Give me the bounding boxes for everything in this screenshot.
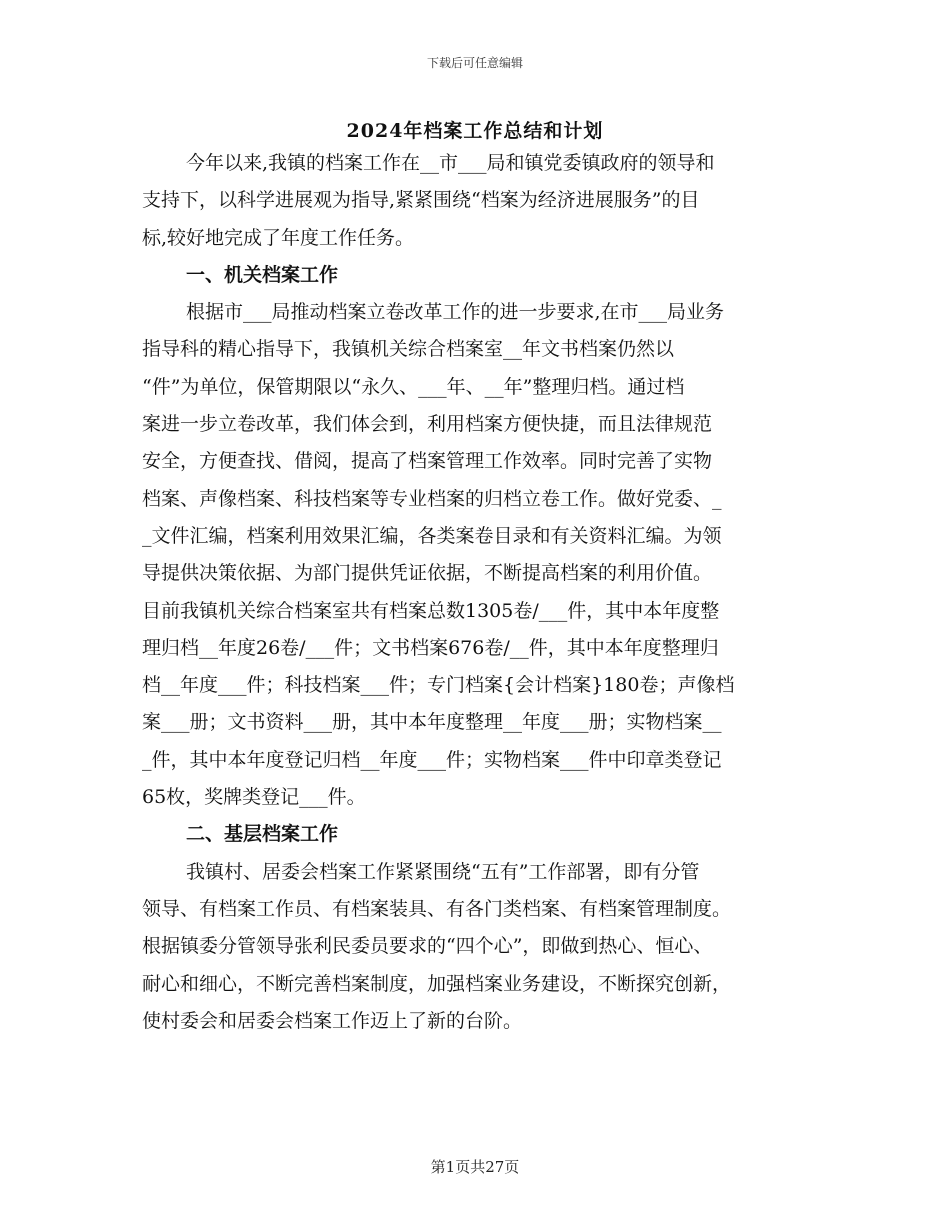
section1-line: 安全，方便查找、借阅，提高了档案管理工作效率。同时完善了实物 xyxy=(142,450,713,473)
section1-line: 根据市___局推动档案立卷改革工作的进一步要求,在市___局业务 xyxy=(186,301,725,324)
section1-line: 案进一步立卷改革，我们体会到，利用档案方便快捷，而且法律规范 xyxy=(142,413,713,436)
section1-line: 案___册；文书资料___册，其中本年度整理__年度___册；实物档案__ xyxy=(142,711,722,734)
intro-line: 标,较好地完成了年度工作任务。 xyxy=(142,226,415,249)
page-footer: 第1页共27页 xyxy=(430,1158,520,1176)
document-title: 2024年档案工作总结和计划 xyxy=(346,120,604,142)
section1-line: 导提供决策依据、为部门提供凭证依据，不断提高档案的利用价值。 xyxy=(142,562,713,585)
section1-line: 档案、声像档案、科技档案等专业档案的归档立卷工作。做好党委、_ xyxy=(142,487,722,510)
section2-line: 根据镇委分管领导张利民委员要求的“四个心”，即做到热心、恒心、 xyxy=(142,935,713,958)
section2-line: 使村委会和居委会档案工作迈上了新的台阶。 xyxy=(142,1009,523,1032)
intro-line: 今年以来,我镇的档案工作在__市___局和镇党委镇政府的领导和 xyxy=(186,152,715,174)
section1-line: 目前我镇机关综合档案室共有档案总数1305卷/___件，其中本年度整 xyxy=(142,599,720,622)
document-body xyxy=(142,145,810,1040)
section1-line: _件，其中本年度登记归档__年度___件；实物档案___件中印章类登记 xyxy=(142,748,722,771)
section2-line: 领导、有档案工作员、有档案装具、有各门类档案、有档案管理制度。 xyxy=(142,897,732,920)
section1-line: 65枚，奖牌类登记___件。 xyxy=(142,786,366,809)
intro-line: 支持下，以科学进展观为指导,紧紧围绕“档案为经济进展服务”的目 xyxy=(142,189,700,212)
section2-heading: 二、基层档案工作 xyxy=(186,823,339,846)
section2-line: 耐心和细心，不断完善档案制度，加强档案业务建设，不断探究创新， xyxy=(142,972,732,995)
section1-line: _文件汇编，档案利用效果汇编，各类案卷目录和有关资料汇编。为领 xyxy=(142,524,722,547)
section1-line: 档__年度___件；科技档案___件；专门档案{会计档案}180卷；声像档 xyxy=(142,674,735,697)
page-header-note: 下载后可任意编辑 xyxy=(426,56,523,70)
section1-heading: 一、机关档案工作 xyxy=(186,263,339,286)
section1-line: “件”为单位，保管期限以“永久、___年、__年”整理归档。通过档 xyxy=(142,375,685,398)
section1-line: 指导科的精心指导下，我镇机关综合档案室__年文书档案仍然以 xyxy=(142,338,675,361)
section2-line: 我镇村、居委会档案工作紧紧围绕“五有”工作部署，即有分管 xyxy=(186,860,700,883)
section1-line: 理归档__年度26卷/___件；文书档案676卷/__件，其中本年度整理归 xyxy=(142,636,719,659)
